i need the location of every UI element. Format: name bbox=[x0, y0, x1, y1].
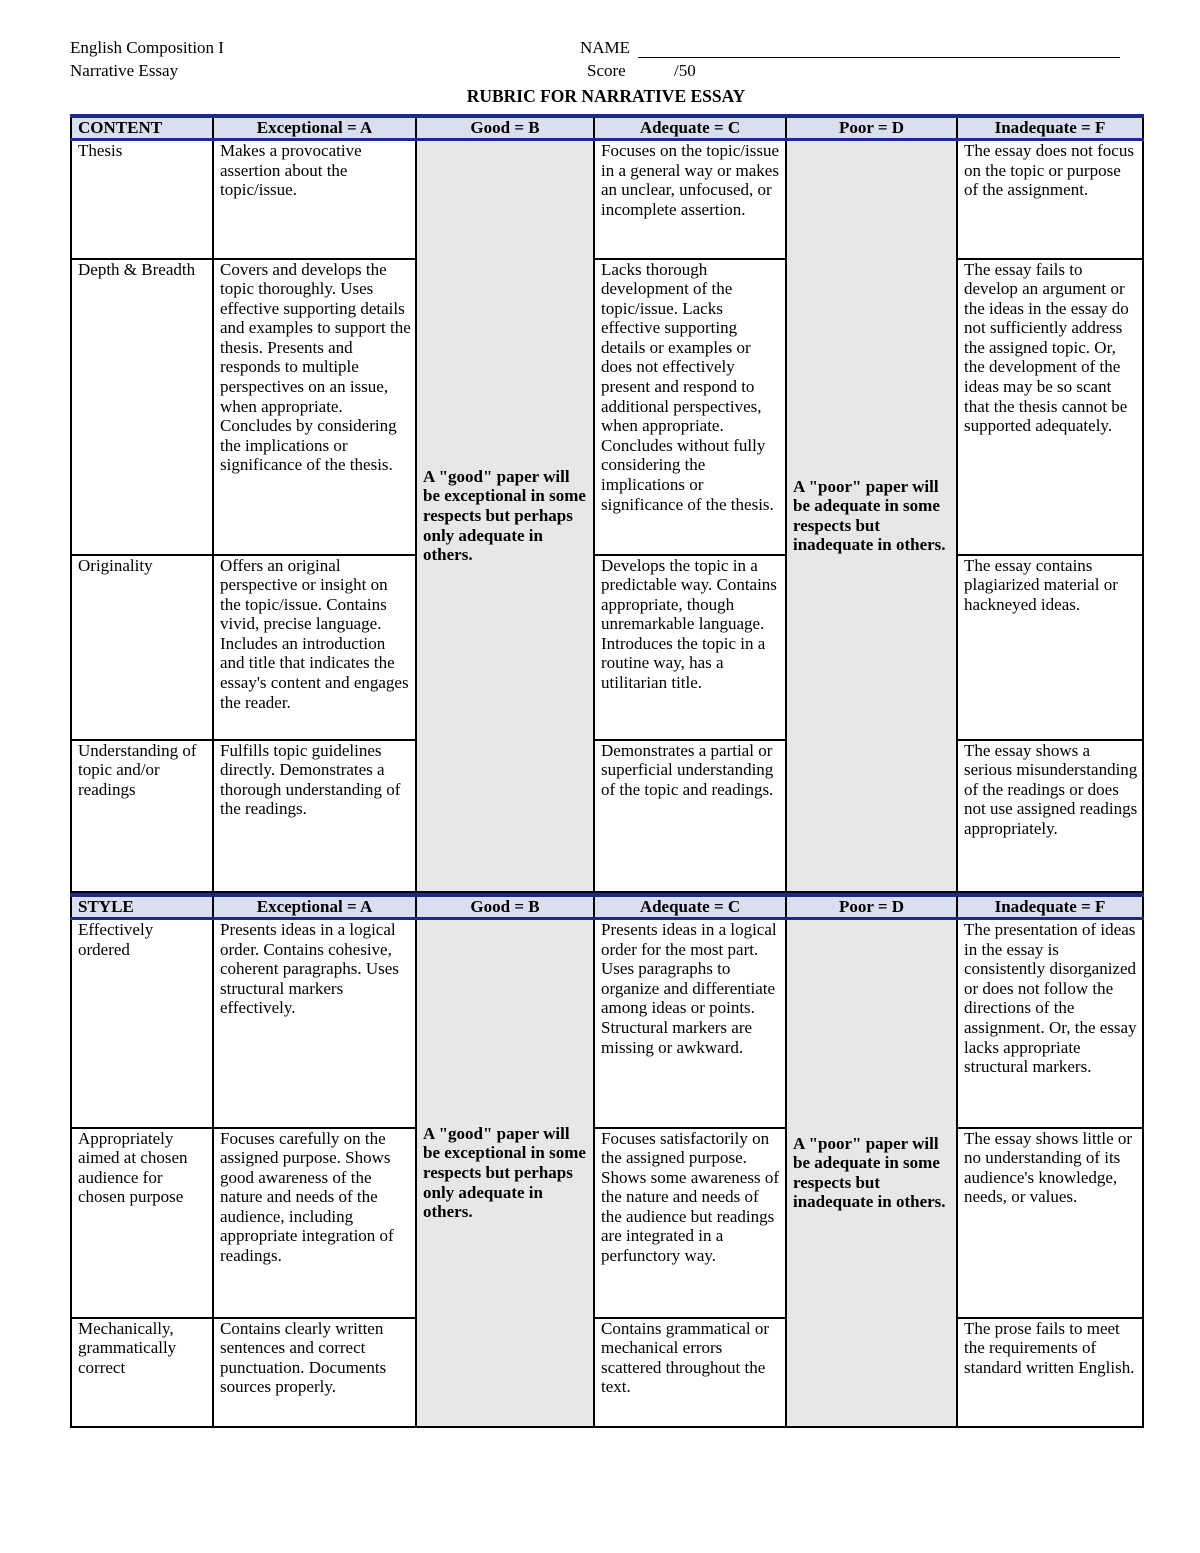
good-note-cell bbox=[416, 140, 594, 892]
exceptional-cell: Presents ideas in a logical order. Contains cohesive, coherent paragraphs. Uses structural markers effectively. bbox=[213, 919, 416, 1128]
inadequate-cell: The prose fails to meet the requirements of standard written English. bbox=[957, 1318, 1143, 1427]
exceptional-cell: Offers an original perspective or insight on the topic/issue. Contains vivid, precise language. Includes an introduction and title that indicates the essay's content and engages the reader. bbox=[213, 555, 416, 740]
header-exceptional: Exceptional = A bbox=[213, 895, 416, 919]
exceptional-cell: Covers and develops the topic thoroughly. Uses effective supporting details and examples to support the thesis. Presents and responds to multiple perspectives on an issue, when appropriate. Concludes by considering the implications or significance of the thesis. bbox=[213, 259, 416, 555]
inadequate-cell: The essay does not focus on the topic or purpose of the assignment. bbox=[957, 140, 1143, 259]
criterion-cell: Effectively ordered bbox=[71, 919, 213, 1128]
exceptional-cell: Fulfills topic guidelines directly. Demonstrates a thorough understanding of the readings. bbox=[213, 740, 416, 892]
inadequate-cell: The essay fails to develop an argument or the ideas in the essay do not sufficiently address the assigned topic. Or, the development of the ideas may be so scant that the thesis cannot be supported adequately. bbox=[957, 259, 1143, 555]
table-row bbox=[71, 140, 1143, 259]
name-label: NAME bbox=[580, 38, 631, 57]
inadequate-cell: The essay shows little or no understanding of its audience's knowledge, needs, or values. bbox=[957, 1128, 1143, 1318]
exceptional-cell: Focuses carefully on the assigned purpose. Shows good awareness of the nature and needs of the audience, including appropriate integration of readings. bbox=[213, 1128, 416, 1318]
header-inadequate: Inadequate = F bbox=[957, 116, 1143, 140]
header-adequate: Adequate = C bbox=[594, 116, 786, 140]
inadequate-cell: The essay shows a serious misunderstanding of the readings or does not use assigned readings appropriately. bbox=[957, 740, 1143, 892]
essay-type: Narrative Essay bbox=[70, 61, 179, 80]
content-header-row bbox=[71, 116, 1143, 140]
header-section: CONTENT bbox=[71, 116, 213, 140]
header-adequate: Adequate = C bbox=[594, 895, 786, 919]
criterion-cell: Depth & Breadth bbox=[71, 259, 213, 555]
score-value: /50 bbox=[674, 61, 696, 80]
adequate-cell: Demonstrates a partial or superficial understanding of the topic and readings. bbox=[594, 740, 786, 892]
poor-note: A "poor" paper will be adequate in some respects but inadequate in others. bbox=[793, 1133, 946, 1212]
inadequate-cell: The presentation of ideas in the essay is consistently disorganized or does not follow the directions of the assignment. Or, the essay lacks appropriate structural markers. bbox=[957, 919, 1143, 1128]
table-row bbox=[71, 1318, 1143, 1427]
content-rubric-table bbox=[70, 114, 1144, 893]
good-note: A "good" paper will be exceptional in some respects but perhaps only adequate in others. bbox=[423, 1123, 586, 1222]
criterion-cell: Originality bbox=[71, 555, 213, 740]
good-note-cell bbox=[416, 919, 594, 1427]
table-row bbox=[71, 1128, 1143, 1318]
style-rubric-table bbox=[70, 893, 1144, 1428]
header-poor: Poor = D bbox=[786, 116, 957, 140]
inadequate-cell: The essay contains plagiarized material or hackneyed ideas. bbox=[957, 555, 1143, 740]
good-note: A "good" paper will be exceptional in some respects but perhaps only adequate in others. bbox=[423, 466, 586, 565]
header-good: Good = B bbox=[416, 895, 594, 919]
table-row bbox=[71, 740, 1143, 892]
rubric-title: RUBRIC FOR NARRATIVE ESSAY bbox=[466, 86, 746, 106]
header-good: Good = B bbox=[416, 116, 594, 140]
exceptional-cell: Contains clearly written sentences and correct punctuation. Documents sources properly. bbox=[213, 1318, 416, 1427]
header-poor: Poor = D bbox=[786, 895, 957, 919]
table-row bbox=[71, 555, 1143, 740]
adequate-cell: Focuses satisfactorily on the assigned purpose. Shows some awareness of the nature and needs of the audience but readings are integrated in a perfunctory way. bbox=[594, 1128, 786, 1318]
name-blank-line[interactable] bbox=[638, 57, 1120, 58]
header-inadequate: Inadequate = F bbox=[957, 895, 1143, 919]
table-row bbox=[71, 259, 1143, 555]
criterion-cell: Understanding of topic and/or readings bbox=[71, 740, 213, 892]
adequate-cell: Focuses on the topic/issue in a general way or makes an unclear, unfocused, or incomplete assertion. bbox=[594, 140, 786, 259]
header-section: STYLE bbox=[71, 895, 213, 919]
criterion-cell: Thesis bbox=[71, 140, 213, 259]
adequate-cell: Develops the topic in a predictable way. Contains appropriate, though unremarkable language. Introduces the topic in a routine way, has a utilitarian title. bbox=[594, 555, 786, 740]
poor-note: A "poor" paper will be adequate in some respects but inadequate in others. bbox=[793, 476, 946, 555]
adequate-cell: Lacks thorough development of the topic/issue. Lacks effective supporting details or examples or does not effectively present and respond to additional perspectives, when appropriate. Concludes without fully considering the implications or significance of the thesis. bbox=[594, 259, 786, 555]
header-exceptional: Exceptional = A bbox=[213, 116, 416, 140]
poor-note-cell bbox=[786, 919, 957, 1427]
criterion-cell: Mechanically, grammatically correct bbox=[71, 1318, 213, 1427]
table-row bbox=[71, 919, 1143, 1128]
criterion-cell: Appropriately aimed at chosen audience for chosen purpose bbox=[71, 1128, 213, 1318]
adequate-cell: Presents ideas in a logical order for the most part. Uses paragraphs to organize and differentiate among ideas or points. Structural markers are missing or awkward. bbox=[594, 919, 786, 1128]
exceptional-cell: Makes a provocative assertion about the topic/issue. bbox=[213, 140, 416, 259]
poor-note-cell bbox=[786, 140, 957, 892]
score-label: Score bbox=[587, 61, 626, 80]
style-header-row bbox=[71, 895, 1143, 919]
course-title: English Composition I bbox=[70, 38, 224, 57]
adequate-cell: Contains grammatical or mechanical errors scattered throughout the text. bbox=[594, 1318, 786, 1427]
